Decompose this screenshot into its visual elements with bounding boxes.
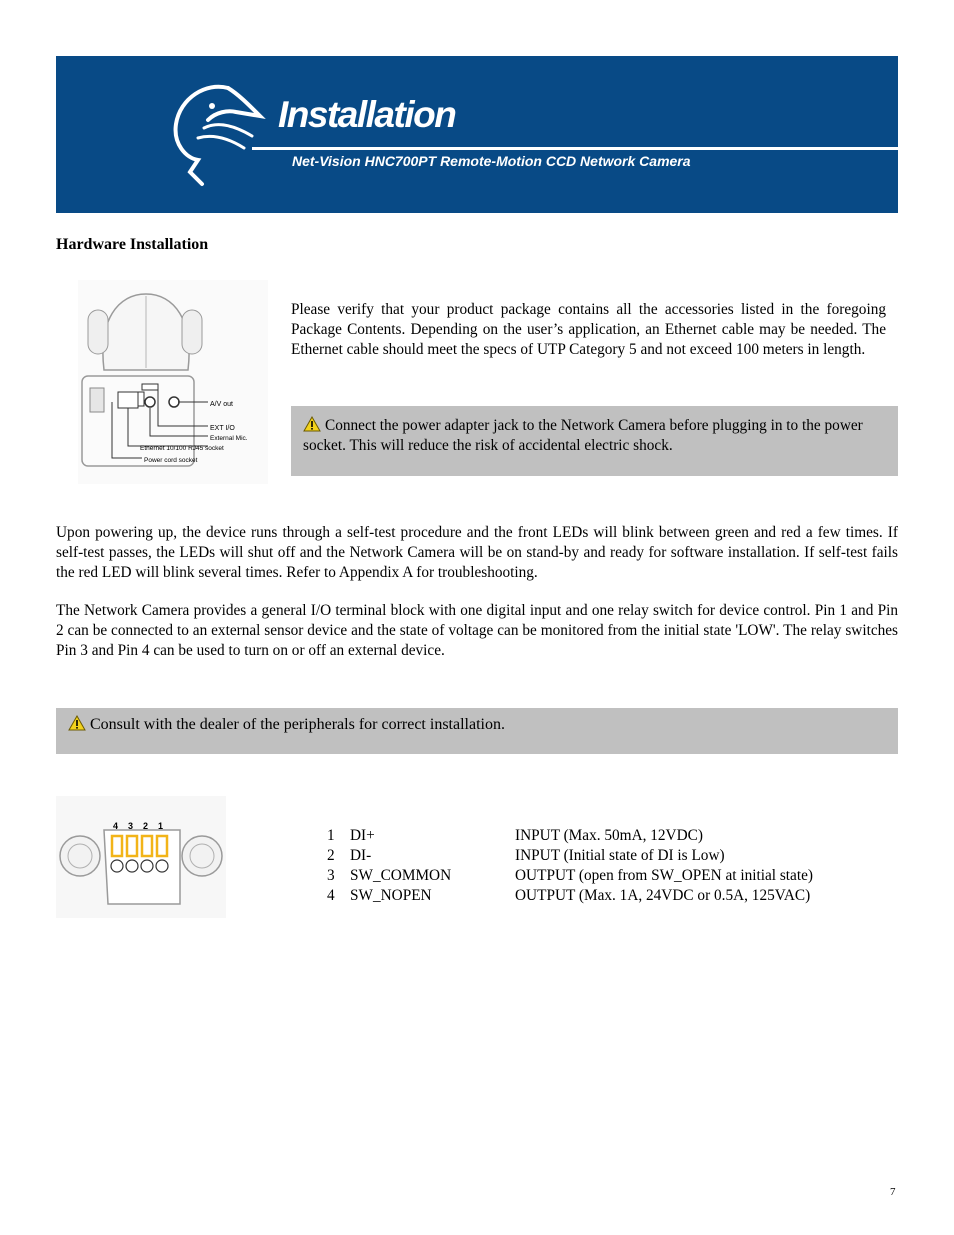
warning-box-dealer [56,708,898,754]
header-banner [56,56,898,213]
pin-description: INPUT (Initial state of DI is Low) [515,847,725,864]
pin-label-1: 1 [158,821,164,831]
pin-name: DI- [350,847,372,864]
io-paragraph: The Network Camera provides a general I/O terminal block with one digital input and one relay switch for device control. Pin 1 and Pin 2 can be connected to an external sensor device and the state of voltage can be monitored from the initial state 'LOW'. The relay switches Pin 3 and Pin 4 can be used to turn on or off an external device. [56,602,898,659]
page-number: 7 [890,1186,896,1198]
warning-power-text: Connect the power adapter jack to the Network Camera before plugging in to the power socket. This will reduce the risk of accidental electric shock. [303,417,863,454]
label-ext-io: EXT I/O [210,425,235,432]
table-row [327,886,813,906]
pin-label-4: 4 [113,821,119,831]
eagle-logo-icon [168,76,278,188]
pin-number: 3 [327,867,335,884]
pin-number: 4 [327,887,335,904]
label-power: Power cord socket [144,457,198,464]
table-row [327,846,813,866]
warning-icon [68,715,86,731]
pin-label-3: 3 [128,821,134,831]
pin-description: OUTPUT (Max. 1A, 24VDC or 0.5A, 125VAC) [515,887,811,904]
pin-number: 1 [327,827,335,844]
pin-label-2: 2 [143,821,149,831]
warning-dealer-text: Consult with the dealer of the peripherals for correct installation. [90,716,505,733]
label-ethernet: Ethernet 10/100 RJ45 socket [140,445,224,452]
pin-description: OUTPUT (open from SW_OPEN at initial state) [515,867,813,884]
table-row [327,826,813,846]
section-heading: Hardware Installation [56,236,209,253]
warning-box-power [291,406,898,476]
banner-title: Installation [278,94,456,135]
pin-table [327,826,813,906]
warning-icon [303,416,321,432]
pin-number: 2 [327,847,335,864]
pin-name: SW_COMMON [350,867,452,884]
banner-subtitle: Net-Vision HNC700PT Remote-Motion CCD Network Camera [292,153,691,169]
pin-name: SW_NOPEN [350,887,432,904]
label-av-out: A/V out [210,401,233,408]
io-terminal-figure [56,796,226,918]
table-row [327,866,813,886]
label-ext-mic: External Mic. [210,435,248,442]
intro-paragraph: Please verify that your product package contains all the accessories listed in the foregoing Package Contents. Depending on the user’s application, an Ethernet cable may be needed. The Ethernet cable should meet the specs of UTP Category 5 and not exceed 100 meters in length. [291,301,886,358]
selftest-paragraph: Upon powering up, the device runs through a self-test procedure and the front LEDs will blink between green and red a few times. If self-test passes, the LEDs will shut off and the Network Camera will be on stand-by and ready for software installation. If self-test fails the red LED will blink several times. Refer to Appendix A for troubleshooting. [56,524,898,581]
banner-divider [252,147,898,150]
pin-name: DI+ [350,827,375,844]
pin-description: INPUT (Max. 50mA, 12VDC) [515,827,703,844]
camera-back-panel-figure [78,280,268,484]
